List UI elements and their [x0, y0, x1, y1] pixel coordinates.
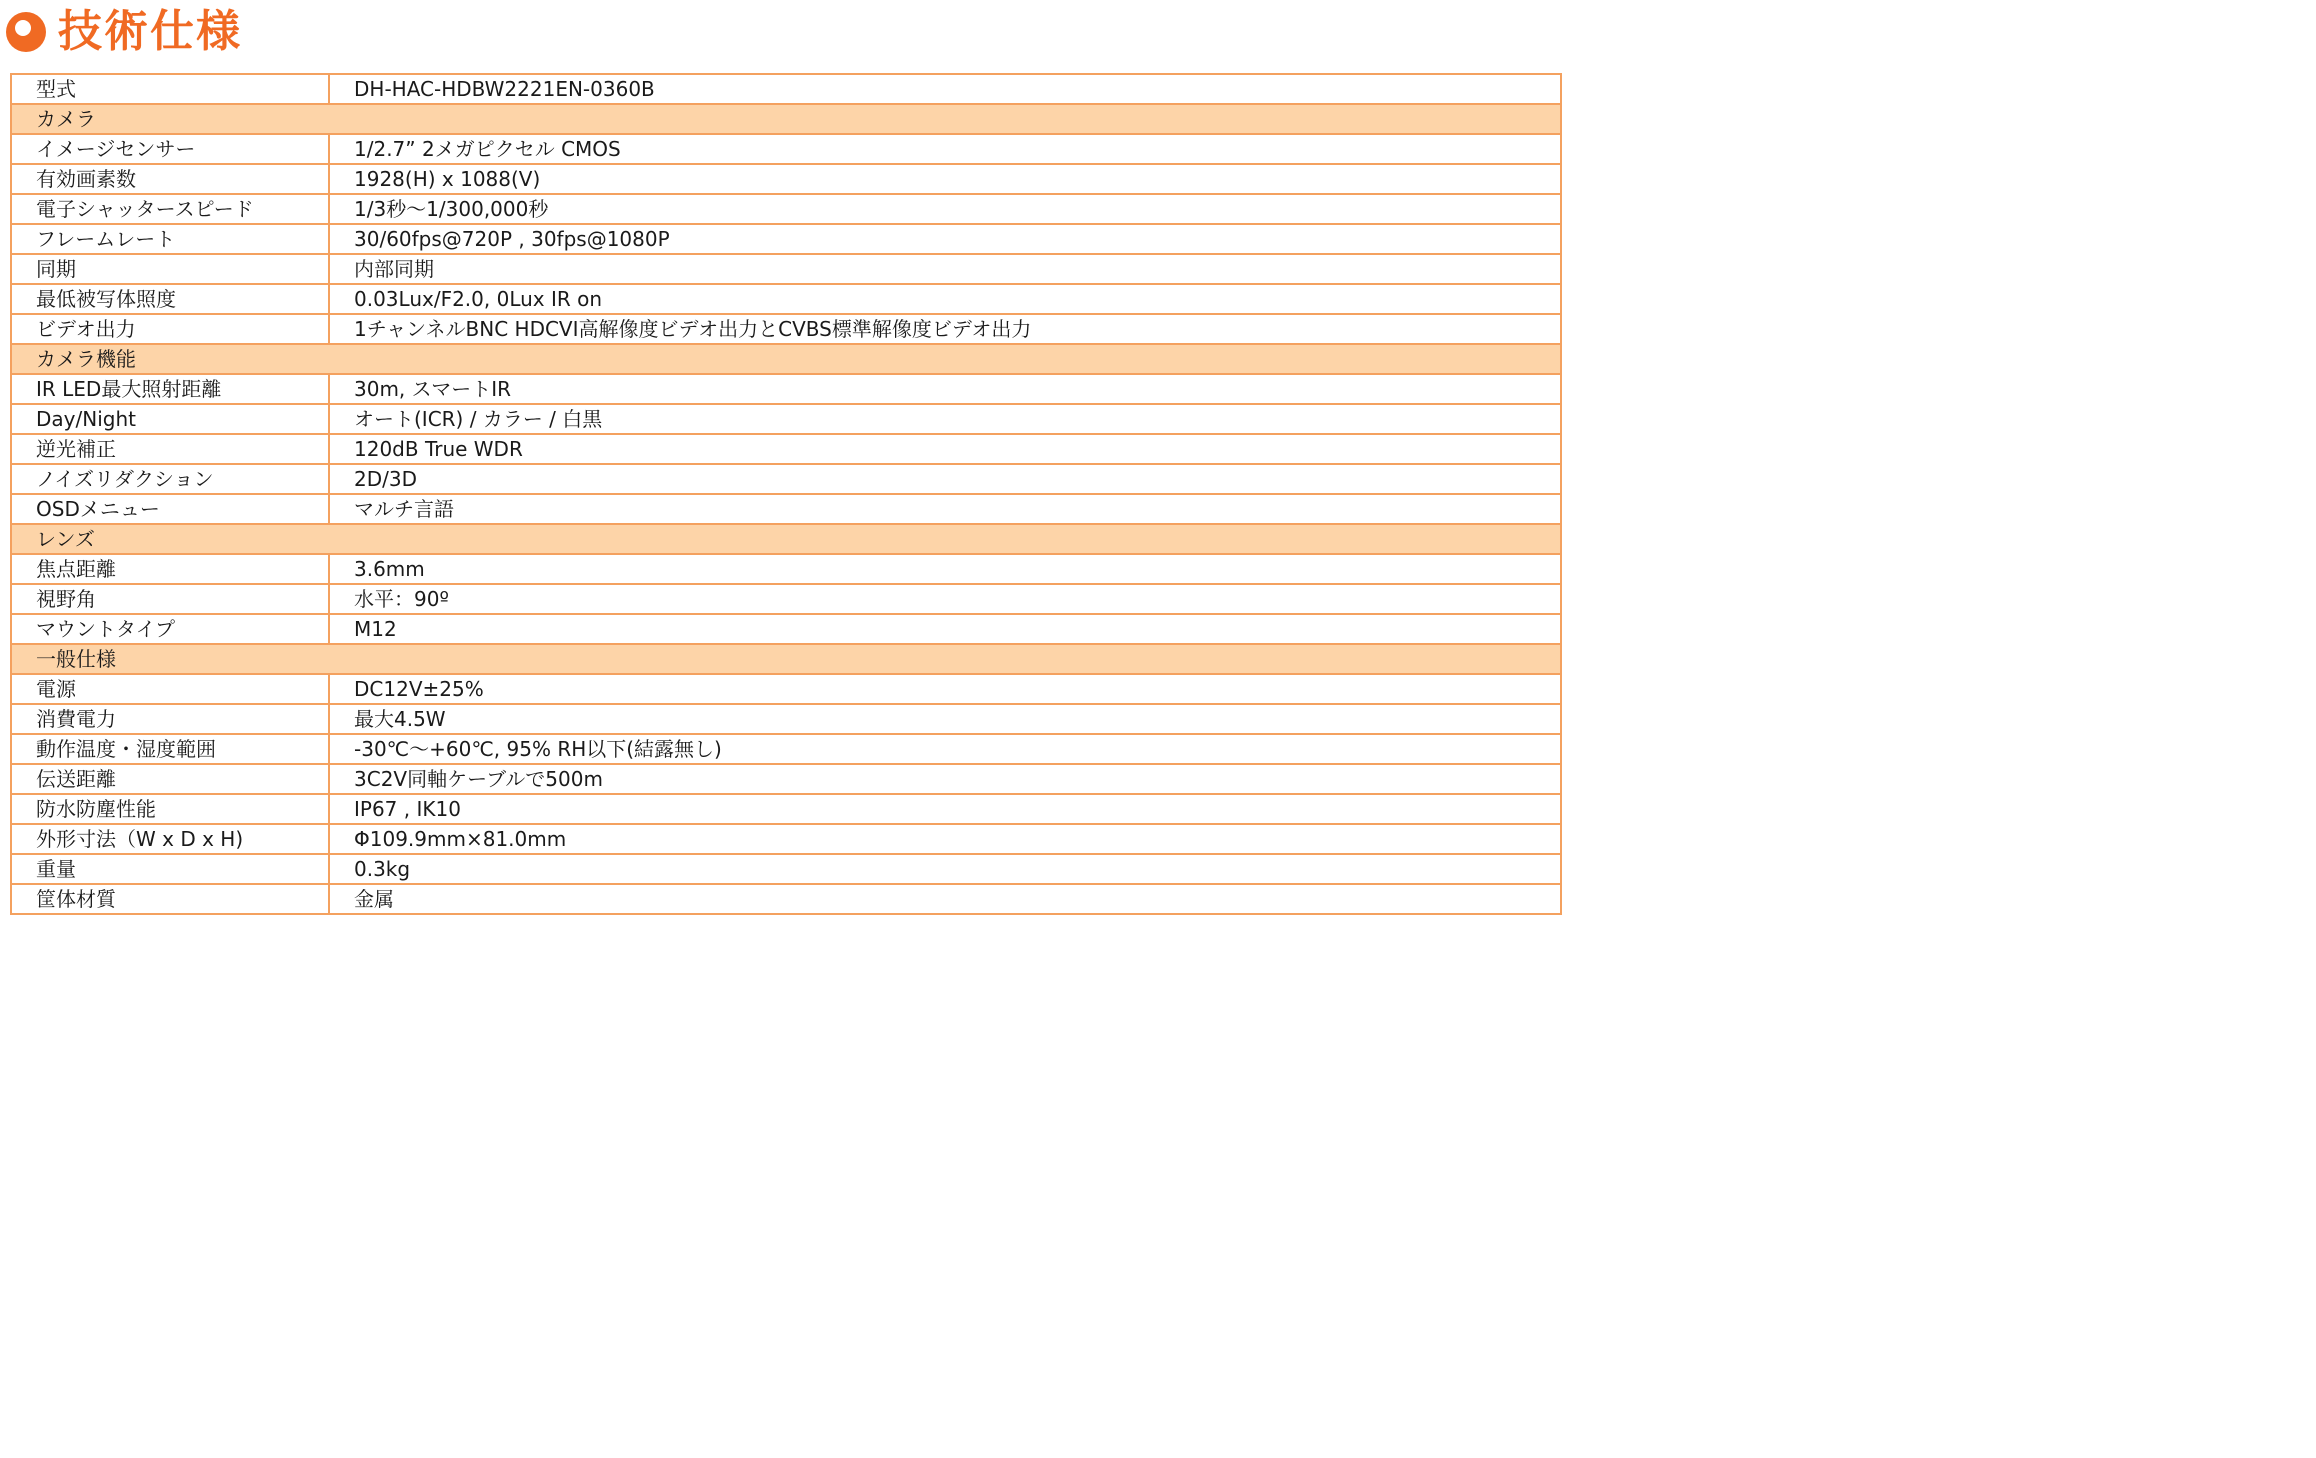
spec-table [10, 73, 1562, 915]
spec-label: 焦点距離 [11, 554, 329, 584]
spec-value: 水平：90º [329, 584, 1561, 614]
spec-row [11, 764, 1561, 794]
spec-row [11, 554, 1561, 584]
spec-label: ノイズリダクション [11, 464, 329, 494]
spec-label: 動作温度・湿度範囲 [11, 734, 329, 764]
spec-label: 外形寸法（W x D x H) [11, 824, 329, 854]
spec-label: 有効画素数 [11, 164, 329, 194]
section-header-label: レンズ [11, 524, 1561, 554]
spec-row [11, 434, 1561, 464]
spec-row [11, 254, 1561, 284]
spec-value: マルチ言語 [329, 494, 1561, 524]
spec-row [11, 674, 1561, 704]
section-header-row [11, 524, 1561, 554]
spec-row [11, 374, 1561, 404]
spec-row [11, 134, 1561, 164]
spec-value: DH-HAC-HDBW2221EN-0360B [329, 74, 1561, 104]
spec-value: 内部同期 [329, 254, 1561, 284]
spec-label: 重量 [11, 854, 329, 884]
spec-value: 3.6mm [329, 554, 1561, 584]
spec-row [11, 314, 1561, 344]
spec-value: -30℃～+60℃, 95% RH以下(結露無し) [329, 734, 1561, 764]
spec-label: イメージセンサー [11, 134, 329, 164]
spec-row [11, 224, 1561, 254]
spec-row [11, 854, 1561, 884]
spec-label: マウントタイプ [11, 614, 329, 644]
spec-row [11, 194, 1561, 224]
spec-table-body [11, 74, 1561, 914]
spec-value: DC12V±25% [329, 674, 1561, 704]
spec-value: 最大4.5W [329, 704, 1561, 734]
spec-row [11, 284, 1561, 314]
spec-row [11, 794, 1561, 824]
spec-row [11, 704, 1561, 734]
spec-label: 筐体材質 [11, 884, 329, 914]
spec-label: 電源 [11, 674, 329, 704]
spec-row [11, 614, 1561, 644]
spec-row [11, 494, 1561, 524]
spec-label: IR LED最大照射距離 [11, 374, 329, 404]
spec-label: フレームレート [11, 224, 329, 254]
spec-label: ビデオ出力 [11, 314, 329, 344]
spec-value: 30/60fps@720P , 30fps@1080P [329, 224, 1561, 254]
orange-circle-bullet-icon [6, 12, 46, 52]
spec-label: 型式 [11, 74, 329, 104]
spec-value: 1/2.7” 2メガピクセル CMOS [329, 134, 1561, 164]
spec-label: 防水防塵性能 [11, 794, 329, 824]
page-title: 技術仕様 [58, 6, 242, 57]
section-header-label: カメラ [11, 104, 1561, 134]
spec-label: 同期 [11, 254, 329, 284]
spec-value: オート(ICR) / カラー / 白黒 [329, 404, 1561, 434]
spec-value: M12 [329, 614, 1561, 644]
spec-value: 30m, スマートIR [329, 374, 1561, 404]
spec-value: 120dB True WDR [329, 434, 1561, 464]
spec-row [11, 824, 1561, 854]
spec-label: 最低被写体照度 [11, 284, 329, 314]
spec-value: 1/3秒～1/300,000秒 [329, 194, 1561, 224]
spec-value: 3C2V同軸ケーブルで500m [329, 764, 1561, 794]
spec-label: 視野角 [11, 584, 329, 614]
spec-value: 2D/3D [329, 464, 1561, 494]
spec-row [11, 584, 1561, 614]
section-header-row [11, 644, 1561, 674]
spec-value: 金属 [329, 884, 1561, 914]
spec-row [11, 404, 1561, 434]
section-header-label: 一般仕様 [11, 644, 1561, 674]
spec-row [11, 464, 1561, 494]
spec-row [11, 734, 1561, 764]
spec-value: 0.03Lux/F2.0, 0Lux IR on [329, 284, 1561, 314]
section-header-label: カメラ機能 [11, 344, 1561, 374]
spec-label: 消費電力 [11, 704, 329, 734]
section-header-row [11, 104, 1561, 134]
spec-row [11, 884, 1561, 914]
spec-label: Day/Night [11, 404, 329, 434]
spec-row [11, 74, 1561, 104]
spec-value: 1チャンネルBNC HDCVI高解像度ビデオ出力とCVBS標準解像度ビデオ出力 [329, 314, 1561, 344]
section-header-row [11, 344, 1561, 374]
spec-label: 電子シャッタースピード [11, 194, 329, 224]
spec-value: IP67 , IK10 [329, 794, 1561, 824]
spec-row [11, 164, 1561, 194]
spec-value: 0.3kg [329, 854, 1561, 884]
spec-value: 1928(H) x 1088(V) [329, 164, 1561, 194]
spec-value: Φ109.9mm×81.0mm [329, 824, 1561, 854]
spec-label: OSDメニュー [11, 494, 329, 524]
spec-label: 伝送距離 [11, 764, 329, 794]
page-header [6, 4, 242, 60]
spec-label: 逆光補正 [11, 434, 329, 464]
